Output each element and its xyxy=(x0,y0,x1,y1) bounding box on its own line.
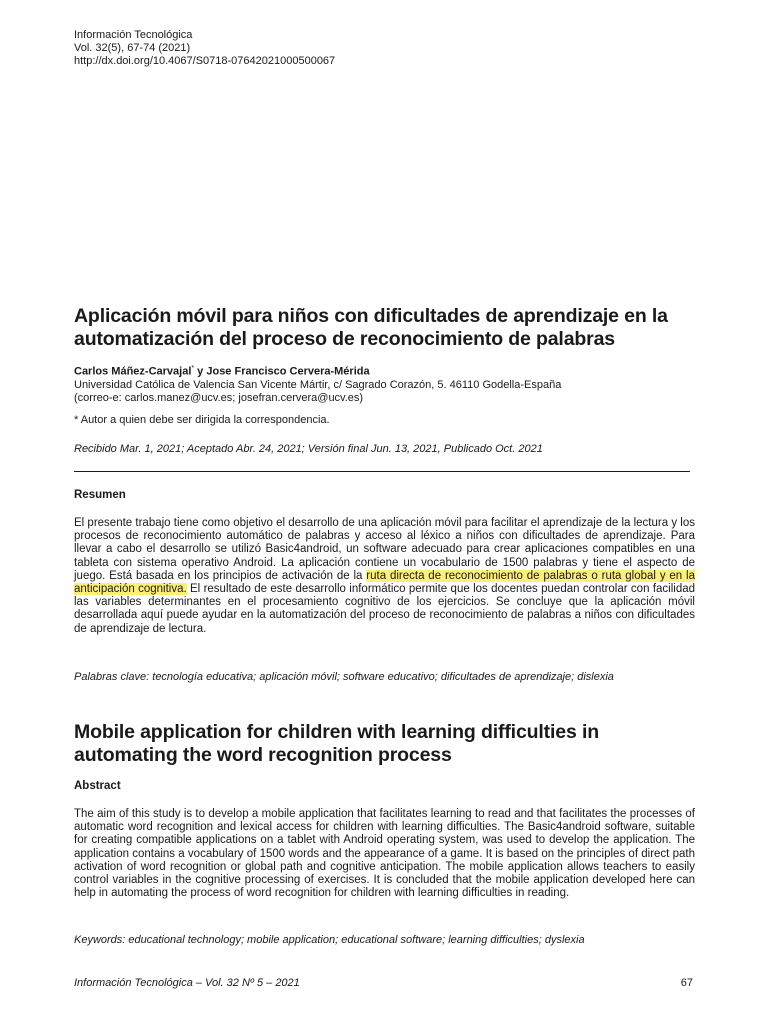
author-block xyxy=(74,362,714,405)
publication-dates: Recibido Mar. 1, 2021; Aceptado Abr. 24, 2021; Versión final Jun. 13, 2021, Publicado Oct. 2021 xyxy=(74,443,543,455)
keywords-english: Keywords: educational technology; mobile application; educational software; learning difficulties; dyslexia xyxy=(74,934,585,946)
author-1: Carlos Máñez-Carvajal xyxy=(74,365,192,378)
journal-name: Información Tecnológica xyxy=(74,29,193,41)
resumen-text xyxy=(74,517,695,636)
journal-header xyxy=(74,29,335,68)
author-2: y Jose Francisco Cervera-Mérida xyxy=(194,365,370,378)
correspondence-note: * Autor a quien debe ser dirigida la correspondencia. xyxy=(74,414,330,426)
resumen-text-start: El presente trabajo tiene como objetivo el desarrollo de una aplicación móvil para facilitar el aprendizaje de la lectura y los procesos de reconocimiento automático de palabras y acceso al léxico a niños con dificultades de aprendizaje. Para llevar a cabo el desarrollo se utilizó Basic4android, un software adecuado para crear aplicaciones compatibles en una tableta con sistema operativo Android. La aplicación contiene un vocabulario de 1500 palabras y tiene el aspecto de juego. Está basada en los principios de activación de la xyxy=(74,517,695,582)
highlighted-text: ruta directa de reconocimiento de palabras o ruta global y en la anticipación cognitiva. xyxy=(74,569,695,596)
corresponding-mark: * xyxy=(191,365,195,372)
title-english: Mobile application for children with learning difficulties in automating the word recognition process xyxy=(74,721,599,766)
resumen-heading: Resumen xyxy=(74,489,126,501)
footer-journal-issue: Información Tecnológica – Vol. 32 Nº 5 – 2021 xyxy=(74,977,300,989)
title-spanish: Aplicación móvil para niños con dificultades de aprendizaje en la automatización del proceso de reconocimiento de palabras xyxy=(74,305,668,350)
affiliation: Universidad Católica de Valencia San Vicente Mártir, c/ Sagrado Corazón, 5. 46110 Godella-España xyxy=(74,378,562,391)
journal-volume: Vol. 32(5), 67-74 (2021) xyxy=(74,42,191,54)
doi-link[interactable]: http://dx.doi.org/10.4067/S0718-07642021000500067 xyxy=(74,55,336,67)
author-emails: (correo-e: carlos.manez@ucv.es; josefran.cervera@ucv.es) xyxy=(74,391,364,404)
resumen-text-end: El resultado de este desarrollo informático permite que los docentes puedan controlar con facilidad las variables determinantes en el procesamiento cognitivo de los ejercicios. Se concluye que la aplicación móvil desarrollada aquí puede ayudar en la automatización del proceso de reconocimiento de palabras a niños con dificultades de aprendizaje de lectura. xyxy=(74,583,696,635)
abstract-text: The aim of this study is to develop a mobile application that facilitates learning to read and that facilitates the processes of automatic word recognition and lexical access for children with learning difficulties. The Basic4android software, suitable for creating compatible applications on a tablet with Android operating system, was used to develop the application. The application contains a vocabulary of 1500 words and the appearance of a game. It is based on the principles of direct path activation of word recognition or global path and cognitive anticipation. The mobile application allows teachers to easily control variables in the cognitive processing of exercises. It is concluded that the mobile application developed here can help in automating the process of word recognition for children with learning difficulties in reading. xyxy=(74,808,695,900)
abstract-heading: Abstract xyxy=(74,780,121,792)
page-number: 67 xyxy=(680,977,693,989)
keywords-spanish: Palabras clave: tecnología educativa; aplicación móvil; software educativo; dificultades de aprendizaje; dislexia xyxy=(74,671,614,683)
separator-rule xyxy=(74,471,690,472)
